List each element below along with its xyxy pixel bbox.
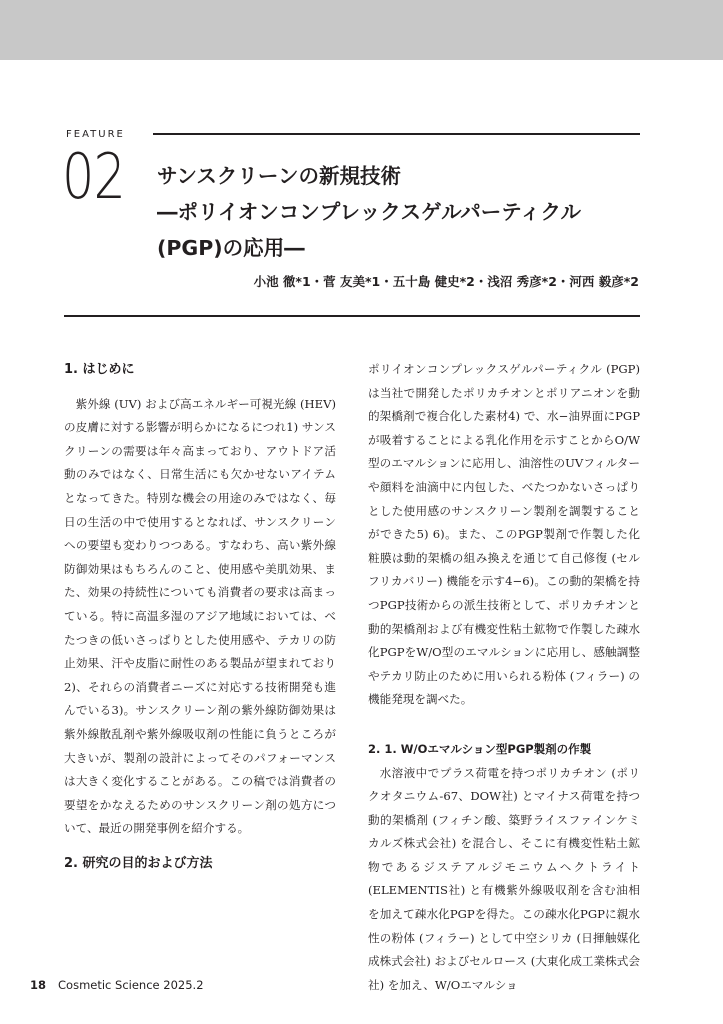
title-line-1: サンスクリーンの新規技術 [157, 164, 401, 188]
page-number: 18 [30, 978, 47, 992]
journal-name: Cosmetic Science 2025.2 [58, 978, 204, 992]
authors: 小池 徹*1・菅 友美*1・五十島 健史*2・浅沼 秀彦*2・河西 毅彦*2 [253, 274, 639, 289]
title-divider [64, 315, 640, 317]
feature-rule [153, 133, 640, 135]
title-line-2: ―ポリイオンコンプレックスゲルパーティクル [157, 200, 581, 224]
feature-number: 02 [62, 140, 126, 213]
title-line-3: (PGP)の応用― [157, 236, 305, 260]
section-1-heading: 1. はじめに [64, 362, 135, 377]
section-2-1-heading: 2. 1. W/Oエマルション型PGP製剤の作製 [368, 741, 592, 756]
feature-label: FEATURE [66, 129, 125, 140]
section-1-paragraph: 紫外線 (UV) および高エネルギー可視光線 (HEV) の皮膚に対する影響が明らかになるにつれ1) サンスクリーンの需要は年々高まっており、アウトドア活動のみではなく、日常生活にも欠かせないアイテムとなってきた。特別な機会の用途のみではなく、毎日の生活の中で使用するとなれば、サンスクリーンへの要望も変わりつつある。すなわち、高い紫外線防御効果はもちろんのこと、使用感や美肌効果、また、効果の持続性についても消費者の要求は高まっている。特に高温多湿のアジア地域においては、べたつきの低いさっぱりとした使用感や、テカリの防止効果、汗や皮脂に耐性のある製品が望まれており2)、それらの消費者ニーズに対応する技術開発も進んでいる3)。サンスクリーン剤の紫外線防御効果は紫外線散乱剤や紫外線吸収剤の性能に負うところが大きいが、製剤の設計によってそのパフォーマンスは大きく変化することがある。この稿では消費者の要望をかなえるためのサンスクリーン剤の処方について、最近の開発事例を紹介する。 [64, 396, 336, 836]
column-left [64, 358, 336, 880]
article-title [157, 158, 647, 266]
section-2-paragraph-continued: ポリイオンコンプレックスゲルパーティクル (PGP) は当社で開発したポリカチオンとポリアニオンを動的架橋剤で複合化した素材4) で、水−油界面にPGPが吸着することによる乳化作用を示すことからO/W型のエマルションに応用し、油溶性のUVフィルターや顔料を油滴中に内包した、べたつかないさっぱりとした使用感のサンスクリーン製剤を調製することができた5) 6)。また、このPGP製剤で作製した化粧膜は動的架橋の組み換えを通じて自己修復 (セルフリカバリー) 機能を示す4−6)。この動的架橋を持つPGP技術からの派生技術として、ポリカチオンと動的架橋剤および有機変性粘土鉱物で作製した疎水化PGPをW/O型のエマルションに応用し、感触調整やテカリ防止のために用いられる粉体 (フィラー) の機能発現を調べた。 [368, 362, 640, 707]
page-footer [30, 978, 204, 992]
section-2-1-paragraph: 水溶液中でプラス荷電を持つポリカチオン (ポリクオタニウム-67、DOW社) とマイナス荷電を持つ動的架橋剤 (フィチン酸、築野ライスファインケミカルズ株式会社) を混合し、そこに有機変性粘土鉱物であるジステアルジモニウムヘクトライト (ELEMENTIS社) と有機紫外線吸収剤を含む油相を加えて疎水化PGPを得た。この疎水化PGPに親水性の粉体 (フィラー) として中空シリカ (日揮触媒化成株式会社) およびセルロース (大東化成工業株式会社) を加え、W/Oエマルショ [368, 765, 640, 992]
header-band [0, 0, 723, 60]
column-right [368, 358, 640, 997]
section-2-heading: 2. 研究の目的および方法 [64, 855, 213, 871]
